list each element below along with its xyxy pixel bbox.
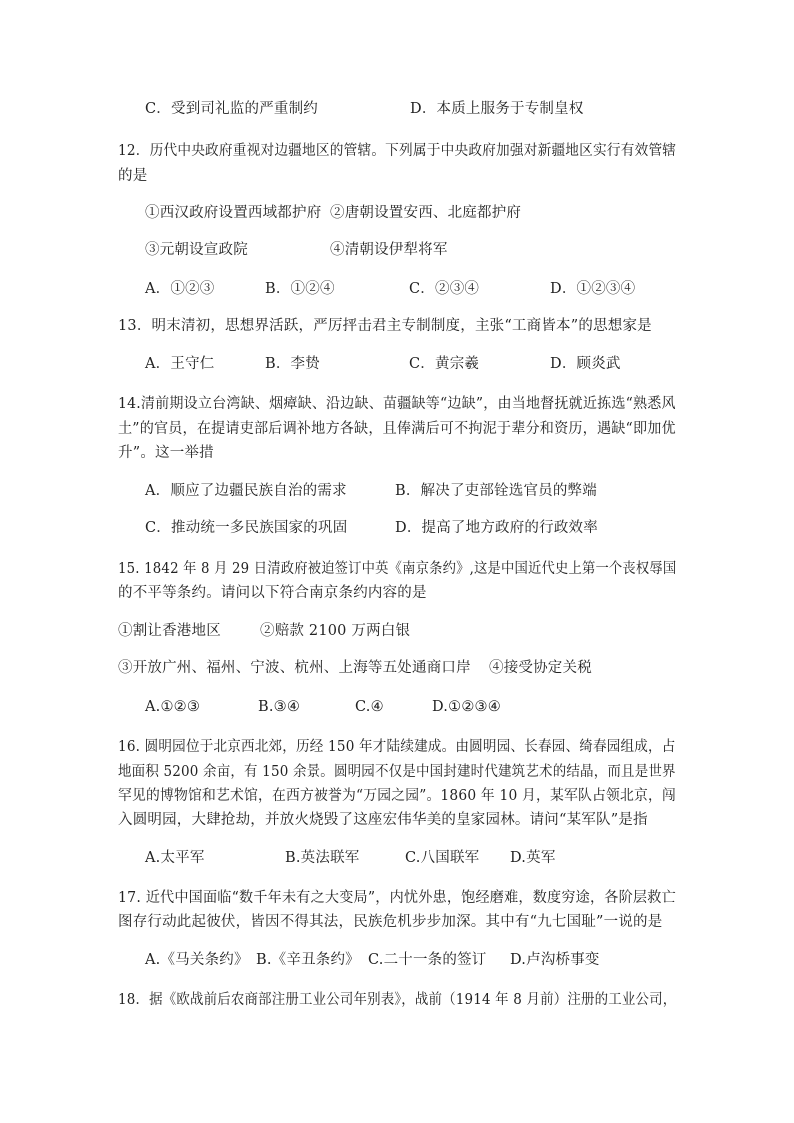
q15-stem-line2: 的不平等条约。请问以下符合南京条约内容的是 — [118, 585, 427, 601]
q15-option-c: C.④ — [355, 699, 384, 715]
q16-stem-line3: 罕见的博物馆和艺术馆，在西方被誉为“万园之园”。1860 年 10 月，某军队占领北京，闯 — [118, 788, 677, 804]
q14-option-d: D．提高了地方政府的行政效率 — [395, 520, 598, 536]
q14-option-c: C．推动统一多民族国家的巩固 — [145, 520, 348, 536]
q16-option-a: A.太平军 — [145, 850, 205, 866]
q15-option-a: A.①②③ — [145, 699, 201, 715]
q12-option-d: D．①②③④ — [550, 281, 636, 297]
q15-item-3: ③开放广州、福州、宁波、杭州、上海等五处通商口岸 — [118, 660, 471, 676]
q15-item-1: ①割让香港地区 — [118, 623, 221, 639]
q15-option-d: D.①②③④ — [432, 699, 501, 715]
q17-option-b: B.《辛丑条约》 — [256, 952, 360, 968]
q14-option-b: B．解决了吏部铨选官员的弊端 — [395, 483, 597, 499]
q18-stem-line1: 18．据《欧战前后农商部注册工业公司年别表》，战前（1914 年 8 月前）注册的工业公司， — [118, 992, 677, 1008]
q17-stem-line1: 17. 近代中国面临“数千年未有之大变局”，内忧外患，饱经磨难，数度穷途，各阶层救亡 — [118, 890, 676, 906]
q11-option-d: D．本质上服务于专制皇权 — [410, 101, 584, 117]
q17-option-c: C.二十一条的签订 — [368, 952, 487, 968]
q13-stem: 13．明末清初，思想界活跃，严厉抨击君主专制制度，主张“工商皆本”的思想家是 — [118, 318, 652, 334]
q14-stem-line3: 升”。这一举措 — [118, 445, 214, 461]
q11-option-c: C．受到司礼监的严重制约 — [145, 101, 318, 117]
q13-option-a: A．王守仁 — [145, 356, 215, 372]
q15-item-4: ④接受协定关税 — [489, 660, 592, 676]
q16-option-c: C.八国联军 — [405, 850, 480, 866]
q15-stem-line1: 15. 1842 年 8 月 29 日清政府被迫签订中英《南京条约》,这是中国近代史上第一个丧权辱国 — [118, 561, 677, 577]
q12-stem-line2: 的是 — [118, 168, 148, 184]
q16-option-b: B.英法联军 — [285, 850, 360, 866]
q14-stem-line1: 14.清前期设立台湾缺、烟瘴缺、沿边缺、苗疆缺等“边缺”，由当地督抚就近拣选“熟悉风 — [118, 396, 676, 412]
q12-item-2: ②唐朝设置安西、北庭都护府 — [330, 205, 522, 221]
q13-option-b: B．李贽 — [265, 356, 320, 372]
q14-stem-line2: 土”的官员，在提请吏部后调补地方各缺，且俸满后可不拘泥于辈分和资历，遇缺“即加优 — [118, 421, 676, 437]
q12-item-1: ①西汉政府设置西域都护府 — [145, 205, 322, 221]
q17-option-a: A.《马关条约》 — [145, 952, 249, 968]
q12-option-b: B．①②④ — [265, 281, 335, 297]
q12-option-a: A．①②③ — [145, 281, 215, 297]
q17-stem-line2: 图存行动此起彼伏，皆因不得其法，民族危机步步加深。其中有“九七国耻”一说的是 — [118, 914, 663, 930]
q13-option-c: C．黄宗羲 — [409, 356, 480, 372]
q12-item-4: ④清朝设伊犁将军 — [330, 242, 448, 258]
q12-stem-line1: 12．历代中央政府重视对边疆地区的管辖。下列属于中央政府加强对新疆地区实行有效管辖 — [118, 143, 677, 159]
q12-option-c: C．②③④ — [409, 281, 480, 297]
q16-stem-line1: 16. 圆明园位于北京西北郊，历经 150 年才陆续建成。由圆明园、长春园、绮春园组成，占 — [118, 739, 676, 755]
q16-stem-line2: 地面积 5200 余亩，有 150 余景。圆明园不仅是中国封建时代建筑艺术的结晶，而且是世界 — [118, 764, 676, 780]
q16-stem-line4: 入圆明园，大肆抢劫，并放火烧毁了这座宏伟华美的皇家园林。请问“某军队”是指 — [118, 812, 648, 828]
q13-option-d: D．顾炎武 — [550, 356, 621, 372]
q12-item-3: ③元朝设宣政院 — [145, 242, 248, 258]
q16-option-d: D.英军 — [510, 850, 556, 866]
q15-option-b: B.③④ — [258, 699, 301, 715]
q17-option-d: D.卢沟桥事变 — [510, 952, 600, 968]
q14-option-a: A．顺应了边疆民族自治的需求 — [145, 483, 347, 499]
q15-item-2: ②赔款 2100 万两白银 — [260, 623, 411, 639]
